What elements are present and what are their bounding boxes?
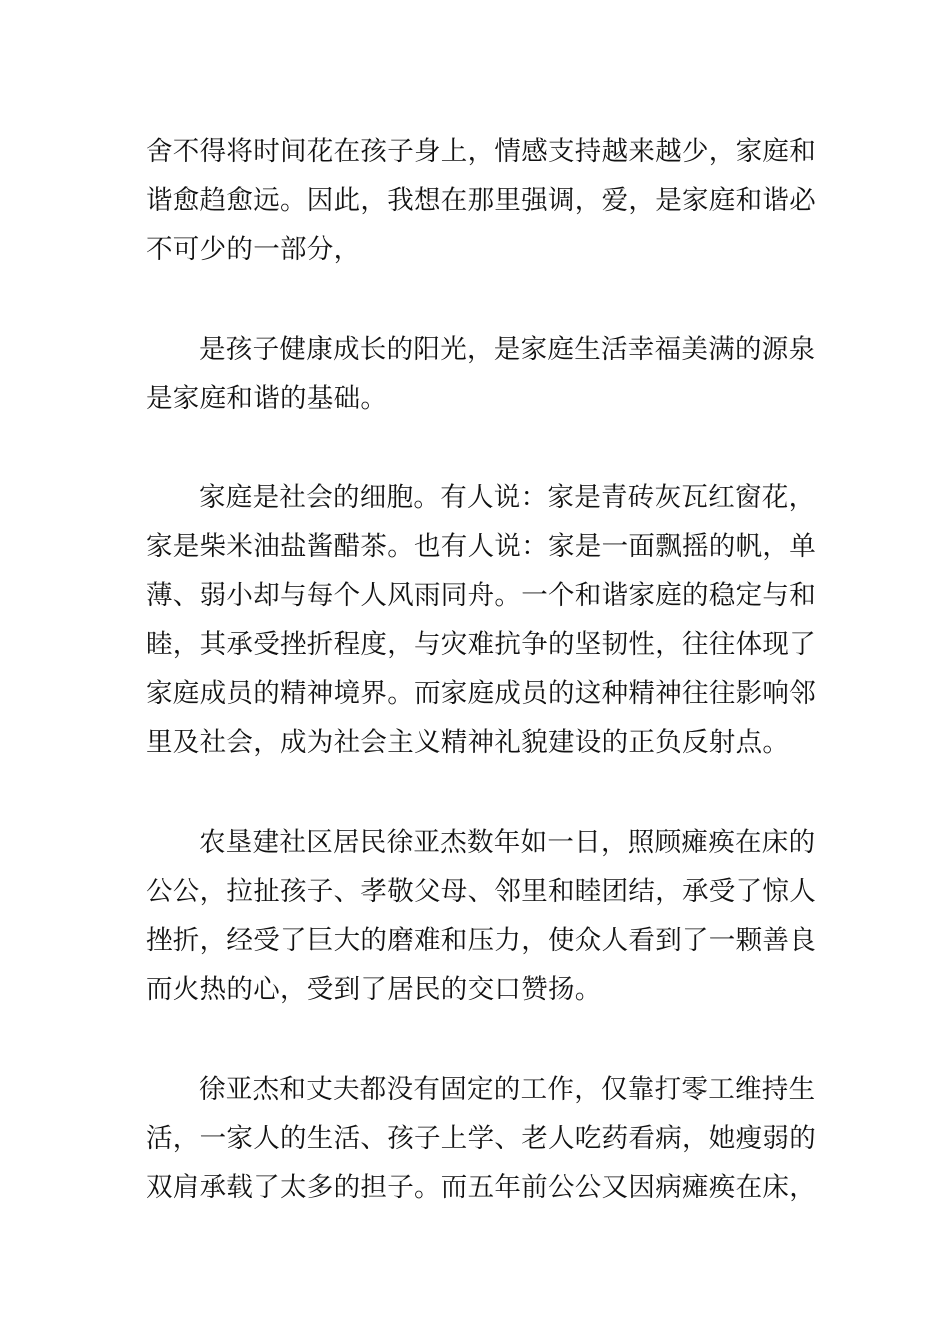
paragraph-2 (146, 325, 816, 423)
paragraph-line: 谐愈趋愈远。因此，我想在那里强调，爱，是家庭和谐必 (146, 185, 816, 216)
paragraph-line: 徐亚杰和丈夫都没有固定的工作，仅靠打零工维持生 (199, 1074, 816, 1105)
paragraph-line: 挫折，经受了巨大的磨难和压力，使众人看到了一颗善良 (146, 925, 816, 956)
paragraph-line: 薄、弱小却与每个人风雨同舟。一个和谐家庭的稳定与和 (146, 580, 816, 611)
paragraph-line: 家庭是社会的细胞。有人说：家是青砖灰瓦红窗花， (199, 482, 816, 513)
paragraph-line: 双肩承载了太多的担子。而五年前公公又因病瘫痪在床， (146, 1172, 816, 1203)
paragraph-line: 舍不得将时间花在孩子身上，情感支持越来越少，家庭和 (146, 136, 816, 167)
paragraph-5 (146, 1065, 816, 1212)
paragraph-line: 不可少的一部分， (146, 234, 361, 265)
paragraph-line: 家是柴米油盐酱醋茶。也有人说：家是一面飘摇的帆，单 (146, 531, 816, 562)
paragraph-1 (146, 127, 816, 274)
paragraph-line: 公公，拉扯孩子、孝敬父母、邻里和睦团结，承受了惊人 (146, 876, 816, 907)
paragraph-3 (146, 473, 816, 767)
paragraph-4 (146, 818, 816, 1014)
paragraph-line: 睦，其承受挫折程度，与灾难抗争的坚韧性，往往体现了 (146, 629, 816, 660)
paragraph-line: 里及社会，成为社会主义精神礼貌建设的正负反射点。 (146, 727, 790, 758)
paragraph-line: 是家庭和谐的基础。 (146, 383, 388, 414)
paragraph-line: 家庭成员的精神境界。而家庭成员的这种精神往往影响邻 (146, 678, 816, 709)
paragraph-line: 而火热的心，受到了居民的交口赞扬。 (146, 974, 602, 1005)
paragraph-line: 活，一家人的生活、孩子上学、老人吃药看病，她瘦弱的 (146, 1123, 816, 1154)
paragraph-line: 是孩子健康成长的阳光，是家庭生活幸福美满的源泉 (199, 334, 816, 365)
paragraph-line: 农垦建社区居民徐亚杰数年如一日，照顾瘫痪在床的 (199, 827, 816, 858)
